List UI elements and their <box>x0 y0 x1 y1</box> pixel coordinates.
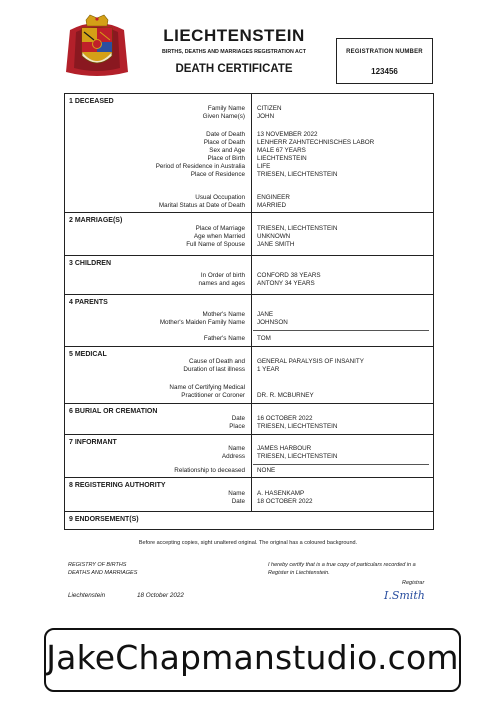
field-label: Usual Occupation <box>195 194 245 201</box>
field-label: Father's Name <box>203 335 245 342</box>
certificate-table <box>64 93 434 530</box>
field-value: JOHNSON <box>257 319 288 326</box>
field-label: Place <box>229 423 245 430</box>
watermark-text: JakeChapmanstudio.com <box>46 638 459 677</box>
registrar-label: Registrar <box>402 580 425 586</box>
section-deceased <box>65 94 433 212</box>
field-label: Date of Death <box>206 131 245 138</box>
section-informant <box>65 434 433 478</box>
section-title: 8 REGISTERING AUTHORITY <box>69 482 166 489</box>
field-label: Date <box>231 498 245 505</box>
field-label: Family Name <box>207 105 245 112</box>
field-label: Relationship to deceased <box>174 467 245 474</box>
section-parents <box>65 294 433 347</box>
field-value: ANTONY 34 YEARS <box>257 280 315 287</box>
field-label: Duration of last illness <box>183 366 245 373</box>
section-burial <box>65 403 433 435</box>
field-value: ENGINEER <box>257 194 290 201</box>
field-label: Place of Death <box>203 139 245 146</box>
field-value: TRIESEN, LIECHTENSTEIN <box>257 225 338 232</box>
section-title: 4 PARENTS <box>69 299 108 306</box>
section-marriages <box>65 212 433 256</box>
section-title: 2 MARRIAGE(S) <box>69 217 123 224</box>
field-value: JAMES HARBOUR <box>257 445 312 452</box>
field-value: UNKNOWN <box>257 233 291 240</box>
field-value: LENHERR ZAHNTECHNISCHES LABOR <box>257 139 375 146</box>
country-title: LIECHTENSTEIN <box>163 26 305 45</box>
certify-line-2: Register in Liechtenstein. <box>268 570 330 576</box>
field-value: DR. R. MCBURNEY <box>257 392 314 399</box>
registration-act: BIRTHS, DEATHS AND MARRIAGES REGISTRATION ACT <box>162 49 306 55</box>
section-title: 3 CHILDREN <box>69 260 112 267</box>
document-title: DEATH CERTIFICATE <box>175 63 293 75</box>
field-underline <box>253 330 429 331</box>
field-value: MARRIED <box>257 202 287 209</box>
field-label: Given Name(s) <box>202 113 245 120</box>
field-value: 16 OCTOBER 2022 <box>257 415 313 422</box>
field-label: Sex and Age <box>209 147 245 154</box>
registration-box <box>336 38 433 84</box>
section-title: 7 INFORMANT <box>69 439 117 446</box>
field-underline <box>253 464 429 465</box>
field-label: Place of Residence <box>190 171 245 178</box>
field-label: Marital Status at Date of Death <box>158 202 245 209</box>
field-label: Full Name of Spouse <box>186 241 245 248</box>
field-value: 18 OCTOBER 2022 <box>257 498 313 505</box>
field-value: MALE 67 YEARS <box>257 147 306 154</box>
field-value: LIECHTENSTEIN <box>257 155 307 162</box>
field-value: CITIZEN <box>257 105 282 112</box>
field-value: GENERAL PARALYSIS OF INSANITY <box>257 358 364 365</box>
field-label: Practitioner or Coroner <box>181 392 245 399</box>
field-value: TRIESEN, LIECHTENSTEIN <box>257 423 338 430</box>
field-label: Period of Residence in Australia <box>155 163 245 170</box>
watermark-banner <box>44 628 461 692</box>
registration-number: 123456 <box>371 67 398 76</box>
coat-of-arms-icon <box>62 14 132 82</box>
field-label: Name <box>228 445 245 452</box>
field-value: JANE SMITH <box>257 241 295 248</box>
section-title: 5 MEDICAL <box>69 351 107 358</box>
field-value: TRIESEN, LIECHTENSTEIN <box>257 171 338 178</box>
field-value: JANE <box>257 311 274 318</box>
field-label: In Order of birth <box>200 272 245 279</box>
field-value: LIFE <box>257 163 271 170</box>
registry-line-2: DEATHS AND MARRIAGES <box>68 570 138 576</box>
field-value: NONE <box>257 467 276 474</box>
issue-date: 18 October 2022 <box>137 592 184 599</box>
field-label: Name of Certifying Medical <box>169 384 245 391</box>
copy-notice: Before accepting copies, sight unaltered original. The original has a coloured background. <box>138 540 358 546</box>
field-label: Age when Married <box>193 233 245 240</box>
field-value: TOM <box>257 335 271 342</box>
field-label: names and ages <box>198 280 245 287</box>
field-label: Mother's Name <box>202 311 245 318</box>
certify-line-1: I hereby certify that is a true copy of particulars recorded in a <box>268 562 416 568</box>
section-title: 9 ENDORSEMENT(S) <box>69 516 139 523</box>
registration-label: REGISTRATION NUMBER <box>346 49 423 55</box>
section-title: 6 BURIAL OR CREMATION <box>69 408 158 415</box>
field-label: Name <box>228 490 245 497</box>
section-endorsements <box>65 511 433 530</box>
field-label: Address <box>221 453 245 460</box>
field-label: Date <box>231 415 245 422</box>
field-value: 13 NOVEMBER 2022 <box>257 131 318 138</box>
field-value: 1 YEAR <box>257 366 280 373</box>
field-label: Cause of Death and <box>188 358 245 365</box>
section-registering-authority <box>65 477 433 512</box>
section-medical <box>65 346 433 404</box>
section-title: 1 DECEASED <box>69 98 114 105</box>
issue-place: Liechtenstein <box>68 592 106 599</box>
field-label: Mother's Maiden Family Name <box>159 319 245 326</box>
field-value: A. HASENKAMP <box>257 490 305 497</box>
section-children <box>65 255 433 295</box>
registry-line-1: REGISTRY OF BIRTHS <box>68 562 127 568</box>
field-value: TRIESEN, LIECHTENSTEIN <box>257 453 338 460</box>
registrar-signature: I.Smith <box>384 589 425 602</box>
field-label: Place of Marriage <box>195 225 245 232</box>
field-value: JOHN <box>257 113 275 120</box>
field-value: CONFORD 38 YEARS <box>257 272 321 279</box>
field-label: Place of Birth <box>207 155 245 162</box>
